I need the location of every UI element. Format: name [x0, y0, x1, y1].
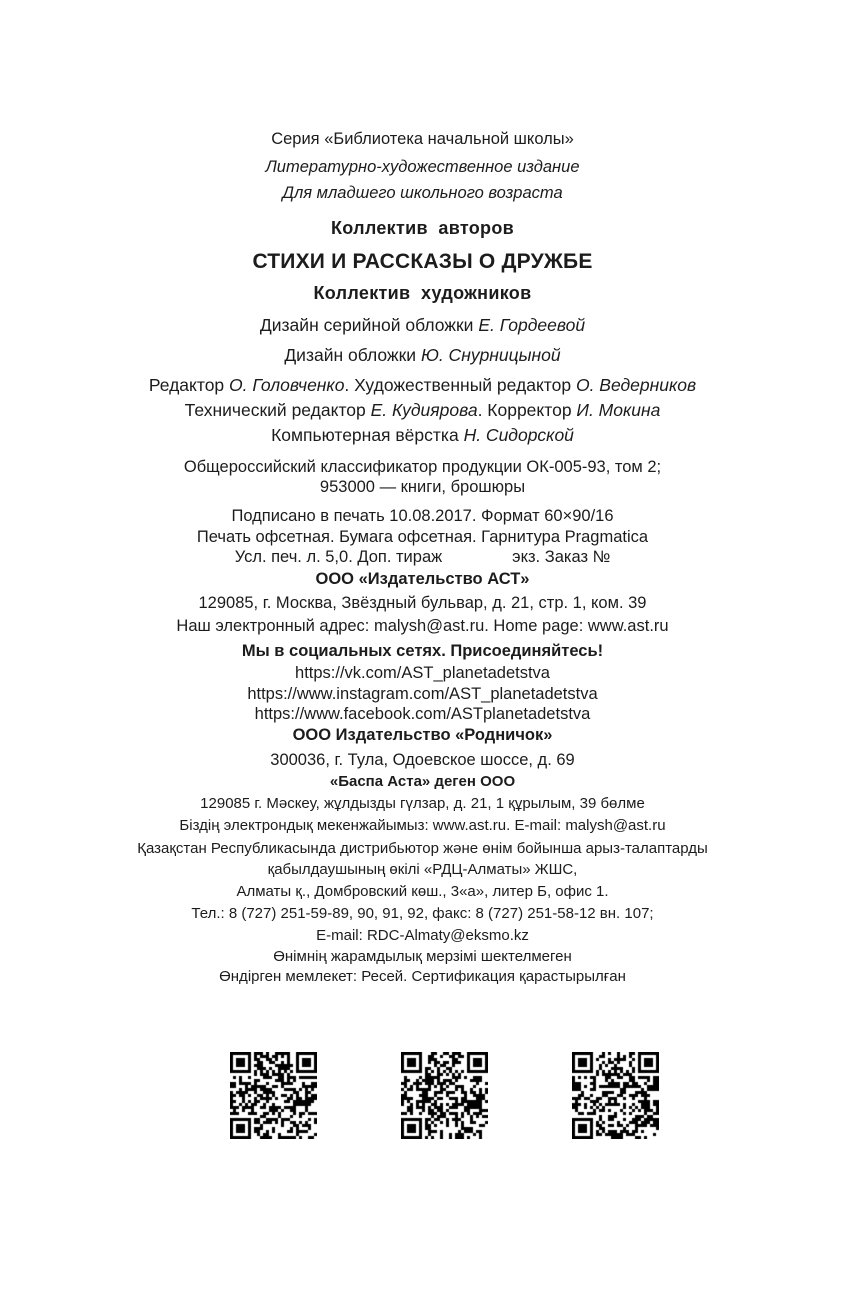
- credit-layout-name: Н. Сидорской: [463, 425, 574, 445]
- qr-code-3: [572, 1052, 659, 1139]
- kz-email-line: E-mail: RDC-Almaty@eksmo.kz: [316, 927, 529, 944]
- book-title: СТИХИ И РАССКАЗЫ О ДРУЖБЕ: [252, 250, 593, 273]
- social-link-vk: [0, 663, 845, 683]
- kz-distributor-line-1: Қазақстан Республикасында дистрибьютор және өнім бойынша арыз-талаптарды: [137, 840, 708, 857]
- authors-collective-line: Коллектив авторов: [330, 218, 514, 238]
- artists-collective-line: Коллектив художников: [313, 283, 532, 303]
- publisher-kz-name: «Баспа Аста» деген ООО: [329, 773, 516, 790]
- publisher-ast-contacts: Наш электронный адрес: malysh@ast.ru. Home page: www.ast.ru: [176, 617, 669, 635]
- publisher-rodnichok-name: ООО Издательство «Родничок»: [292, 726, 553, 744]
- vk-link[interactable]: https://vk.com/AST_planetadetstva: [295, 664, 550, 682]
- credit-proofreader-label: . Корректор: [477, 400, 577, 420]
- qr-code-row: [230, 1052, 845, 1139]
- credit-art-editor-name: О. Ведерников: [575, 375, 697, 395]
- publisher-ast-name: ООО «Издательство АСТ»: [315, 570, 530, 588]
- print-info-line-2: Печать офсетная. Бумага офсетная. Гарнитура Pragmatica: [196, 528, 649, 546]
- social-header: Мы в социальных сетях. Присоединяйтесь!: [241, 642, 604, 660]
- instagram-link[interactable]: https://www.instagram.com/AST_planetadetstva: [247, 685, 598, 703]
- publisher-rodnichok-address: 300036, г. Тула, Одоевское шоссе, д. 69: [270, 751, 575, 769]
- social-link-facebook: [0, 704, 845, 724]
- credit-proofreader-name: И. Мокина: [576, 400, 661, 420]
- credit-design-series-label: Дизайн серийной обложки: [259, 315, 479, 335]
- facebook-link[interactable]: https://www.facebook.com/ASTplanetadetstva: [254, 705, 591, 723]
- credit-editor-name: О. Головченко: [229, 375, 345, 395]
- credit-design-series-name: Е. Гордеевой: [478, 315, 586, 335]
- series-line: Серия «Библиотека начальной школы»: [271, 130, 574, 148]
- qr-code-1: [230, 1052, 317, 1139]
- credit-design-cover-name: Ю. Снурницыной: [420, 345, 561, 365]
- kz-distributor-line-2: қабылдаушының өкілі «РДЦ-Алматы» ЖШС,: [267, 861, 578, 878]
- credit-tech-editor: [0, 399, 845, 421]
- social-link-instagram: [0, 684, 845, 704]
- print-info-line-3-left: Усл. печ. л. 5,0. Доп. тираж: [234, 548, 443, 566]
- credit-editor-label: Редактор: [148, 375, 230, 395]
- publisher-kz-contacts: Біздің электрондық мекенжайымыз: www.ast.ru. E-mail: malysh@ast.ru: [179, 817, 666, 834]
- credit-design-cover-label: Дизайн обложки: [284, 345, 421, 365]
- credit-design-cover: [0, 344, 845, 366]
- classifier-line-1: Общероссийский классификатор продукции ОК-005-93, том 2;: [183, 458, 662, 476]
- print-info-line-3-right: экз. Заказ №: [512, 548, 611, 566]
- credit-tech-editor-label: Технический редактор: [184, 400, 371, 420]
- credit-tech-editor-name: Е. Кудиярова: [370, 400, 478, 420]
- credit-editors: [0, 374, 845, 396]
- publisher-ast-address: 129085, г. Москва, Звёздный бульвар, д. 21, стр. 1, ком. 39: [198, 594, 647, 612]
- edition-type-line: Литературно-художественное издание: [265, 158, 580, 176]
- print-info-line-3: [0, 547, 845, 567]
- credit-layout: [0, 424, 845, 446]
- credit-layout-label: Компьютерная вёрстка: [271, 425, 464, 445]
- classifier-line-2: 953000 — книги, брошюры: [319, 478, 526, 496]
- kz-shelf-life-line: Өнімнің жарамдылық мерзімі шектелмеген: [273, 948, 572, 965]
- publisher-kz-address: 129085 г. Мәскеу, жұлдызды гүлзар, д. 21, 1 құрылым, 39 бөлме: [200, 795, 645, 812]
- kz-distributor-line-3: Алматы қ., Домбровский көш., 3«а», литер Б, офис 1.: [236, 883, 609, 900]
- credit-design-series: [0, 314, 845, 336]
- kz-origin-line: Өндірген мемлекет: Ресей. Сертификация қарастырылған: [219, 968, 626, 985]
- age-note-line: Для младшего школьного возраста: [282, 184, 563, 202]
- qr-code-2: [401, 1052, 488, 1139]
- print-info-line-1: Подписано в печать 10.08.2017. Формат 60×90/16: [231, 507, 614, 525]
- kz-phone-line: Тел.: 8 (727) 251-59-89, 90, 91, 92, факс: 8 (727) 251-58-12 вн. 107;: [191, 905, 654, 922]
- credit-art-editor-label: . Художественный редактор: [344, 375, 576, 395]
